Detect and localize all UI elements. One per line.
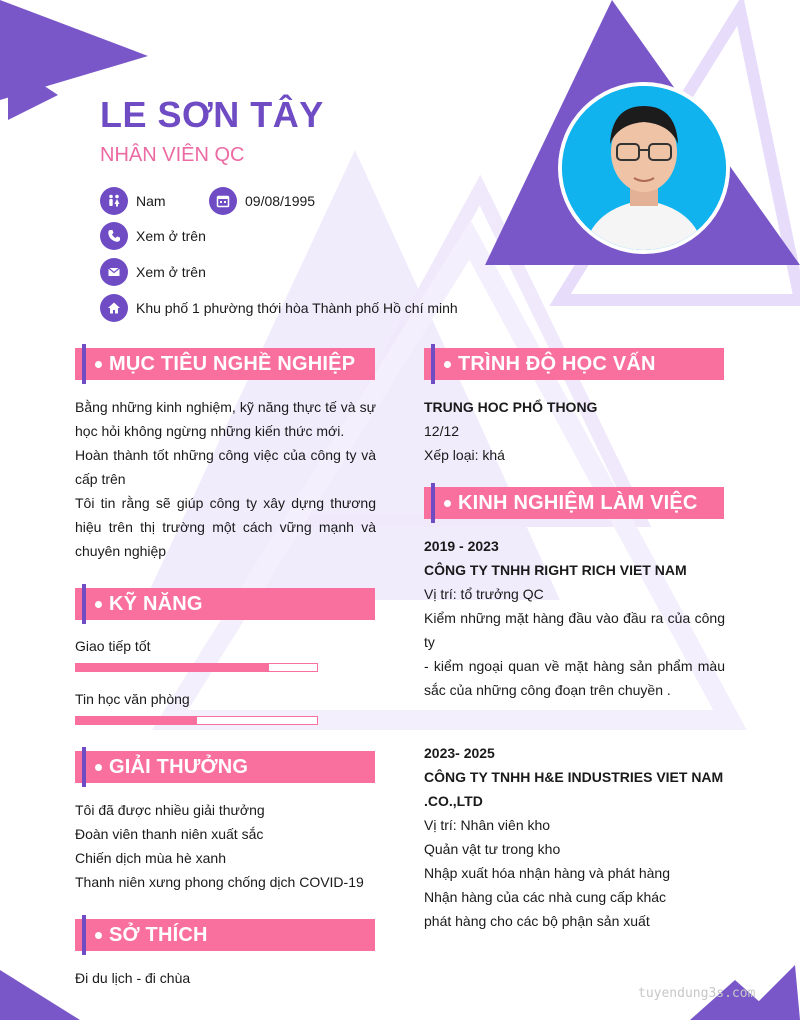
email-row bbox=[100, 258, 206, 286]
skill-bar-fill bbox=[76, 717, 197, 724]
skill-label: Giao tiếp tốt bbox=[75, 638, 151, 654]
job-period: 2019 - 2023 bbox=[424, 538, 499, 554]
job-detail: Kiểm những mặt hàng đầu vào đầu ra của công ty bbox=[424, 610, 725, 650]
school-grade: 12/12 bbox=[424, 423, 460, 439]
awards-list bbox=[75, 798, 385, 894]
education-block bbox=[424, 395, 725, 467]
objective-line: Tôi tin rằng sẽ giúp công ty xây dựng thương hiệu trên thị trường một cách vững mạnh và chuyên nghiệp bbox=[75, 495, 376, 559]
skill-bar-fill bbox=[76, 664, 269, 671]
phone-value: Xem ở trên bbox=[136, 228, 206, 244]
section-header-experience bbox=[424, 487, 724, 519]
hobbies-list bbox=[75, 966, 375, 990]
skill-bar bbox=[75, 716, 318, 725]
experience-job-2 bbox=[424, 741, 725, 933]
objective-line: Bằng những kinh nghiệm, kỹ năng thực tế và sự học hỏi không ngừng những kiến thức mới. bbox=[75, 399, 376, 439]
school-name: TRUNG HOC PHỔ THONG bbox=[424, 399, 598, 415]
section-title: GIẢI THƯỞNG bbox=[109, 755, 249, 778]
section-header-objective bbox=[75, 348, 375, 380]
phone-icon bbox=[100, 222, 128, 250]
job-detail: Vị trí: tổ trưởng QC bbox=[424, 586, 544, 602]
job-company: CÔNG TY TNHH RIGHT RICH VIET NAM bbox=[424, 562, 687, 578]
experience-job-1 bbox=[424, 534, 725, 702]
deco-triangle-bottomleft bbox=[0, 970, 80, 1020]
avatar-portrait bbox=[562, 86, 726, 250]
avatar bbox=[558, 82, 730, 254]
candidate-name: LE SƠN TÂY bbox=[100, 94, 324, 135]
school-rank: Xếp loại: khá bbox=[424, 447, 505, 463]
section-title: MỤC TIÊU NGHỀ NGHIỆP bbox=[109, 352, 356, 375]
email-value: Xem ở trên bbox=[136, 264, 206, 280]
section-header-hobbies bbox=[75, 919, 375, 951]
gender-icon bbox=[100, 187, 128, 215]
email-icon bbox=[100, 258, 128, 286]
job-period: 2023- 2025 bbox=[424, 745, 495, 761]
job-company: CÔNG TY TNHH H&E INDUSTRIES VIET NAM .CO.,LTD bbox=[424, 769, 724, 809]
job-title: NHÂN VIÊN QC bbox=[100, 144, 245, 166]
section-title: KINH NGHIỆM LÀM VIỆC bbox=[458, 491, 698, 514]
award-item: Chiến dịch mùa hè xanh bbox=[75, 850, 226, 866]
award-item: Đoàn viên thanh niên xuất sắc bbox=[75, 826, 264, 842]
watermark: tuyendung3s.com bbox=[638, 986, 756, 1001]
section-header-awards bbox=[75, 751, 375, 783]
job-detail: Quản vật tư trong kho bbox=[424, 841, 561, 857]
section-header-skills bbox=[75, 588, 375, 620]
calendar-icon bbox=[209, 187, 237, 215]
objective-line: Hoàn thành tốt những công việc của công ty và cấp trên bbox=[75, 447, 376, 487]
gender-value: Nam bbox=[136, 193, 166, 209]
skill-bar bbox=[75, 663, 318, 672]
award-item: Thanh niên xưng phong chống dịch COVID-19 bbox=[75, 874, 364, 890]
dob-value: 09/08/1995 bbox=[245, 193, 316, 209]
section-title: TRÌNH ĐỘ HỌC VẤN bbox=[458, 352, 656, 375]
address-row bbox=[100, 294, 458, 322]
section-header-education bbox=[424, 348, 724, 380]
section-title: KỸ NĂNG bbox=[109, 592, 203, 615]
section-title: SỞ THÍCH bbox=[109, 923, 208, 946]
job-detail: Nhận hàng của các nhà cung cấp khác bbox=[424, 889, 667, 905]
objective-text bbox=[75, 395, 376, 563]
skill-label: Tin học văn phòng bbox=[75, 691, 190, 707]
job-detail: Vị trí: Nhân viên kho bbox=[424, 817, 551, 833]
award-item: Tôi đã được nhiều giải thưởng bbox=[75, 802, 265, 818]
address-value: Khu phố 1 phường thới hòa Thành phố Hồ chí minh bbox=[136, 300, 458, 316]
hobby-item: Đi du lịch - đi chùa bbox=[75, 970, 191, 986]
home-icon bbox=[100, 294, 128, 322]
dob-row bbox=[209, 187, 315, 215]
job-detail: - kiểm ngoại quan về mặt hàng sản phẩm màu sắc của những công đoạn trên chuyền . bbox=[424, 658, 725, 698]
job-detail: phát hàng cho các bộ phận sản xuất bbox=[424, 913, 650, 929]
gender-row bbox=[100, 187, 166, 215]
job-detail: Nhập xuất hóa nhận hàng và phát hàng bbox=[424, 865, 670, 881]
phone-row bbox=[100, 222, 206, 250]
